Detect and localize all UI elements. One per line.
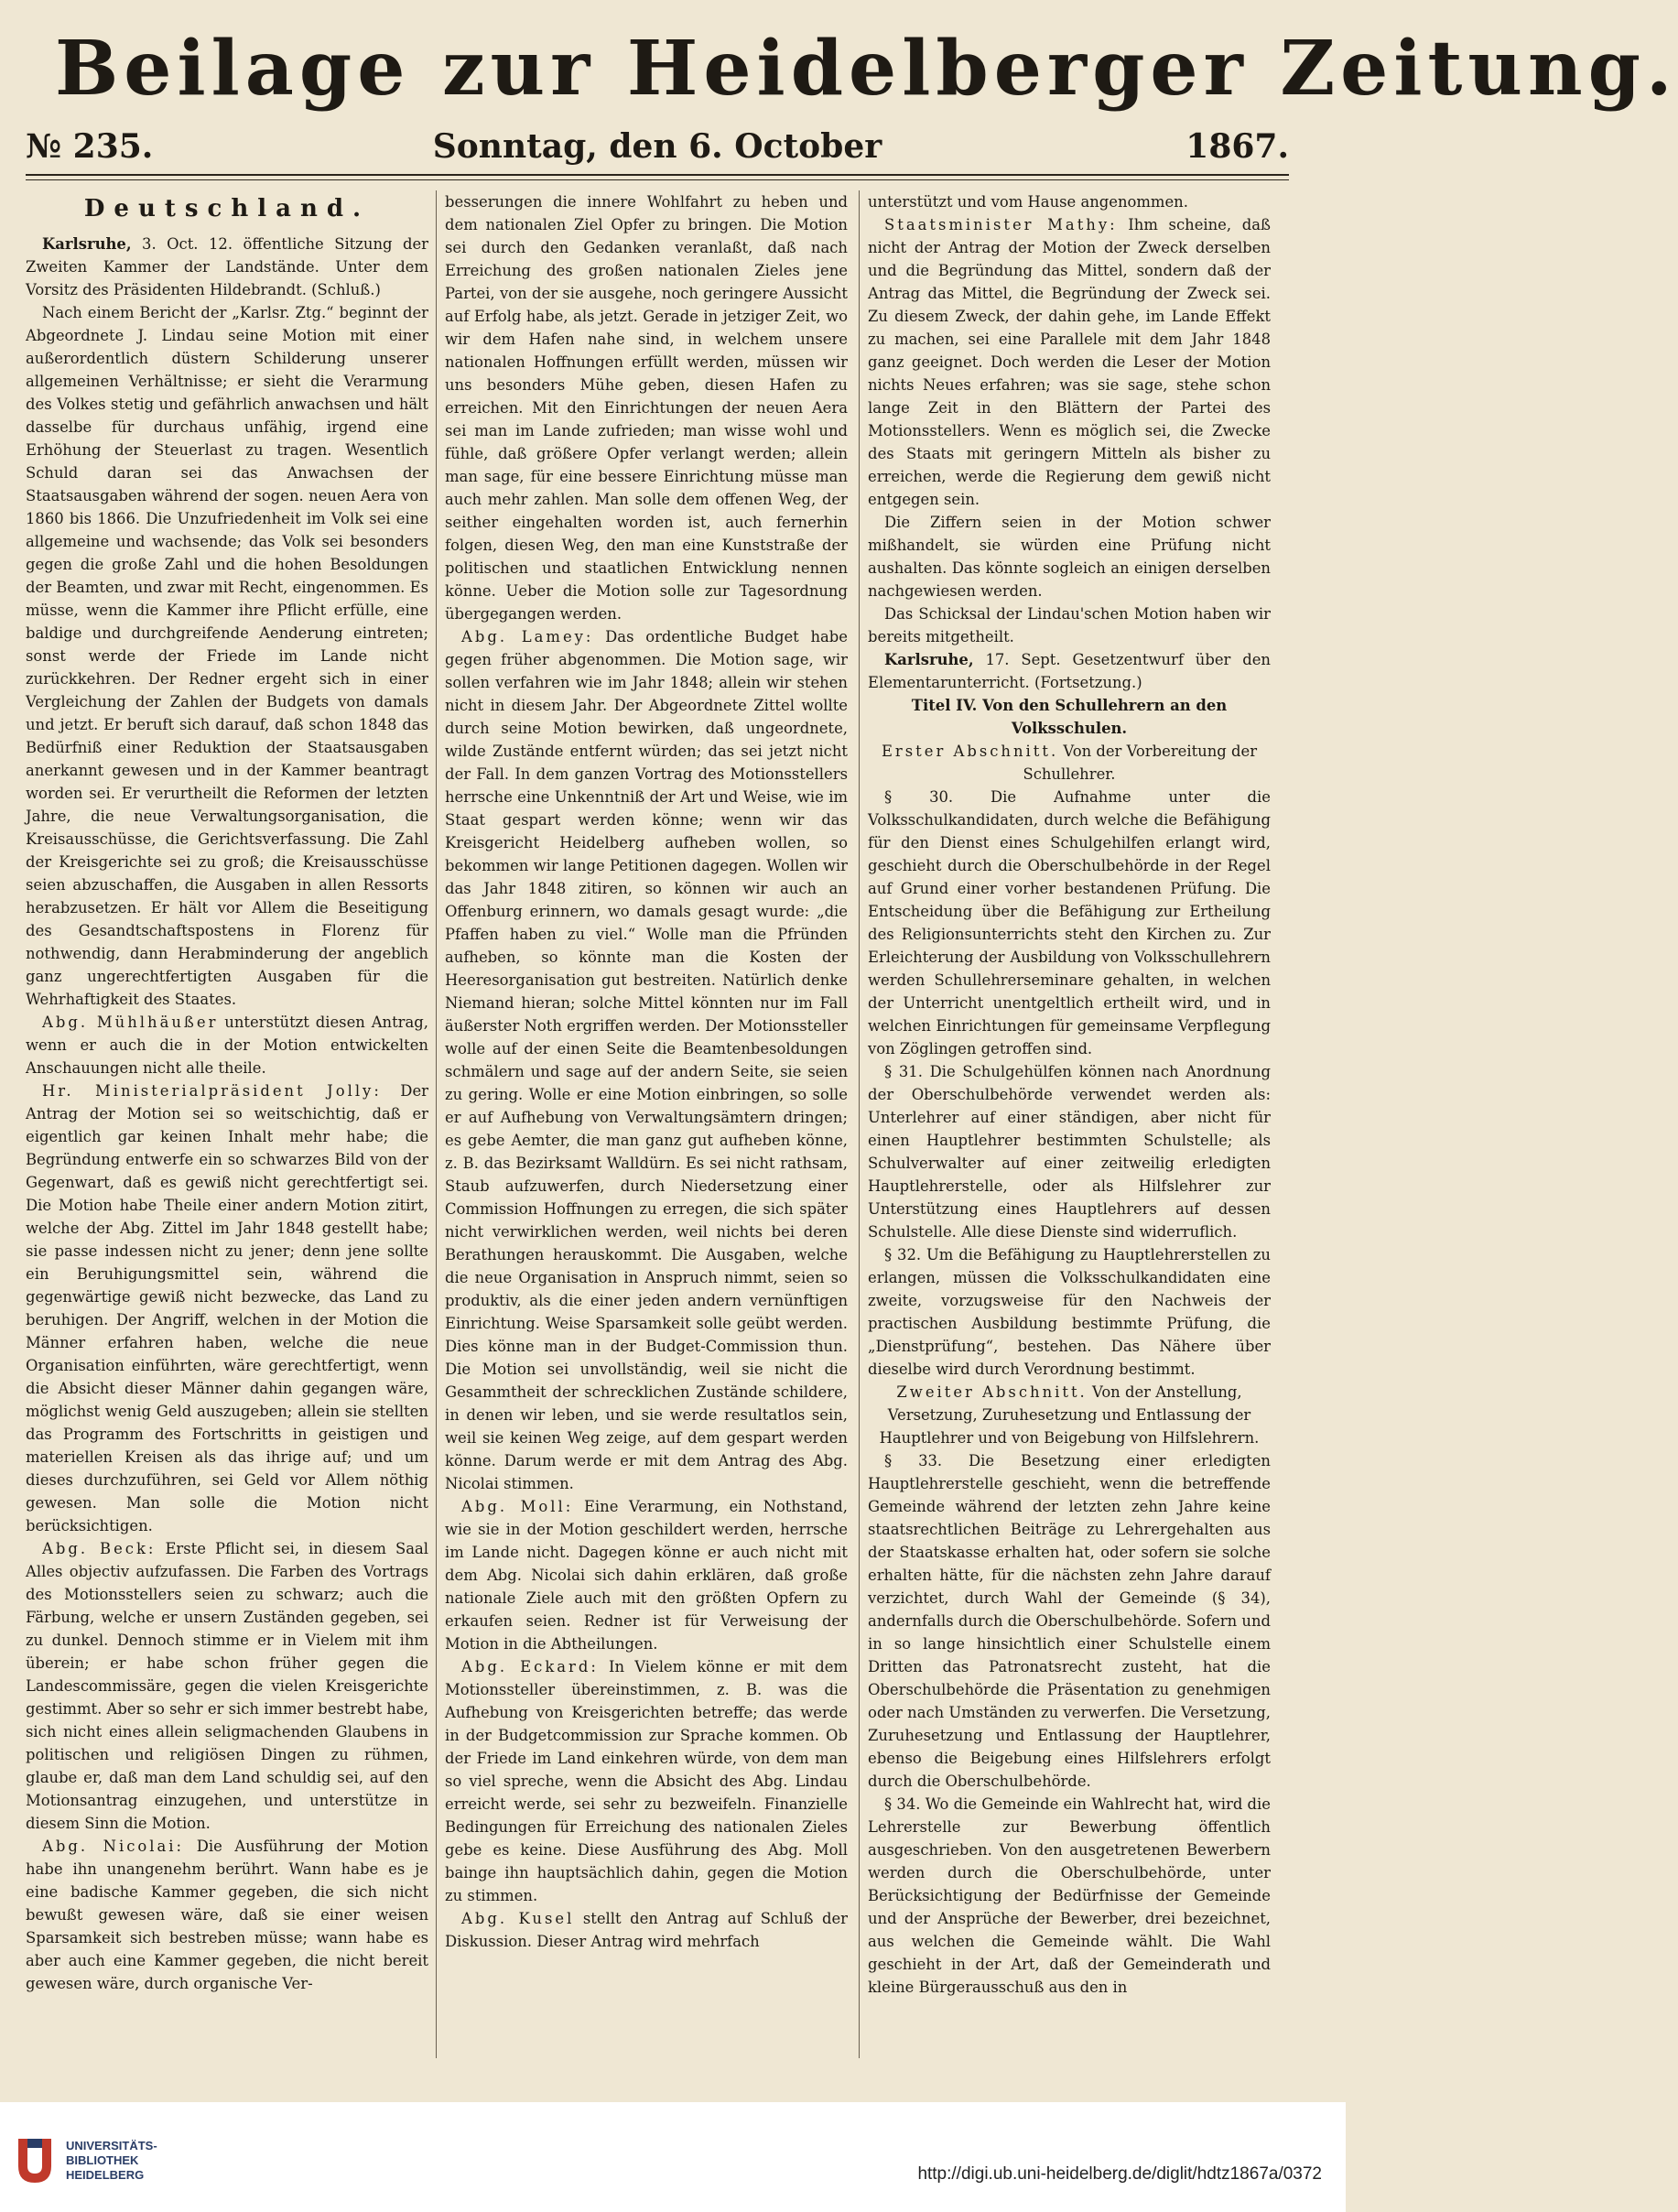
paragraph: unterstützt und vom Hause angenommen.: [868, 193, 1188, 211]
paragraph: [26, 233, 428, 301]
paragraph: Das Schicksal der Lindau'schen Motion haben wir bereits mitgetheilt.: [868, 605, 1271, 645]
speaker-name: Staatsminister Mathy:: [884, 216, 1118, 233]
dateline: [26, 123, 1289, 170]
paragraph-text: 3. Oct. 12. öffentliche Sitzung der Zweiten Kammer der Landstände. Unter dem Vorsitz des Präsidenten Hildebrandt. (Schluß.): [26, 235, 428, 298]
paragraph: [868, 213, 1271, 511]
paragraph-text: unterstützt diesen Antrag, wenn er auch die in der Motion entwickelten Anschauungen nicht alle theile.: [26, 1014, 428, 1077]
digitization-footer: [0, 2102, 1346, 2212]
subsection-text: Von der Vorbereitung der Schullehrer.: [1023, 743, 1258, 783]
subsection-label: Zweiter Abschnitt.: [896, 1383, 1088, 1401]
subsection-heading: [868, 740, 1271, 786]
speaker-name: Abg. Lamey:: [461, 628, 594, 645]
paragraph: § 32. Um die Befähigung zu Hauptlehrerstellen zu erlangen, müssen die Volksschulkandidaten eine zweite, vorzugsweise für den Nachweis der practischen Ausbildung bestimmte Prüfung, die „Dienstprüfung“, bestehen. Das Nähere über dieselbe wird durch Verordnung bestimmt.: [868, 1246, 1271, 1378]
paragraph-text: stellt den Antrag auf Schluß der Diskussion. Dieser Antrag wird mehrfach: [445, 1910, 849, 1950]
source-url-link[interactable]: http://digi.ub.uni-heidelberg.de/diglit/hdtz1867a/0372: [917, 2164, 1322, 2184]
paragraph: § 31. Die Schulgehülfen können nach Anordnung der Oberschulbehörde verwendet werden als: Unterlehrer auf einer ständigen, aber nicht für einen Hauptlehrer bestimmten Schulstelle; als Schulverwalter auf einer zeitweilig erledigten Hauptlehrerstelle, oder als Hilfslehrer zur Unterstützung eines Hauptlehrers auf dessen Schulstelle. Alle diese Dienste sind widerruflich.: [868, 1063, 1271, 1241]
library-name: [66, 2139, 157, 2183]
speaker-name: Abg. Nicolai:: [42, 1838, 185, 1855]
place-name: Karlsruhe,: [42, 235, 132, 253]
paragraph-text: Eine Verarmung, ein Nothstand, wie sie in der Motion geschildert werden, herrsche im Lande nicht. Dagegen könne er auch nicht mit dem Abg. Nicolai sich dahin erklären, daß große nationale Ziele auch mit den größten Opfern zu erkaufen seien. Redner ist für Verweisung der Motion in die Abtheilungen.: [445, 1498, 848, 1653]
masthead-title: Beilage zur Heidelberger Zeitung.: [55, 25, 1678, 113]
paragraph: [445, 625, 848, 1495]
column-2: [445, 190, 848, 2058]
paragraph-text: Das ordentliche Budget habe gegen früher abgenommen. Die Motion sage, wir sollen verfahren wie im Jahr 1848; allein wir stehen nicht in diesem Jahr. Der Abgeordnete Zittel wollte durch seine Motion bewirken, daß ungeordnete, wilde Zustände entfernt würden; das sei jetzt nicht der Fall. In dem ganzen Vortrag des Motionsstellers herrsche eine Unkenntniß der Art und Weise, wie im Staat gespart werden könne; wenn wir das Kreisgericht Heidelberg aufheben wollen, so bekommen wir lange Petitionen dagegen. Wollen wir das Jahr 1848 zitiren, so können wir auch an Offenburg erinnern, wo damals gesagt wurde: „die Pfaffen haben zu viel.“ Wolle man die Pfründen aufheben, so könnte man die Kosten der Heeresorganisation gut bestreiten. Natürlich denke Niemand hieran; solche Mittel könnten nur im Fall äußerster Noth ergriffen werden. Der Motionssteller wolle auf der einen Seite die Beamtenbesoldungen schmälern und sage auf der andern Seite, sie seien zu gering. Wolle er eine Motion einbringen, so solle er auf Aufhebung von Verwaltungsämtern dringen; es gebe Aemter, die man ganz gut aufheben könne, z. B. das Bezirksamt Walldürn. Es sei nicht rathsam, Staub aufzuwerfen, durch Niedersetzung einer Commission Hoffnungen zu erregen, die sich später nicht verwirklichen werden, weil nichts bei deren Berathungen herauskommt. Die Ausgaben, welche die neue Organisation in Anspruch nimmt, seien so produktiv, als die einer jeden andern vernünftigen Einrichtung. Weise Sparsamkeit solle geübt werden. Dies könne man in der Budget-Commission thun. Die Motion sei unvollständig, weil sie nicht die Gesammtheit der schrecklichen Zustände schildere, in denen wir leben, und sie werde resultatlos sein, weil sie keinen Weg zeige, auf dem gespart werden könne. Darum werde er mit dem Antrag des Abg. Nicolai stimmen.: [445, 628, 848, 1492]
paragraph: [26, 1835, 428, 1995]
paragraph: § 34. Wo die Gemeinde ein Wahlrecht hat, wird die Lehrerstelle zur Bewerbung öffentlich ausgeschrieben. Von den ausgetretenen Bewerbern werden durch die Oberschulbehörde, unter Berücksichtigung der Bedürfnisse der Gemeinde und der Ansprüche der Bewerber, drei bezeichnet, aus welchen die Gemeinde wählt. Die Wahl geschieht in der Art, daß der Gemeinderath und kleine Bürgerausschuß aus den in: [868, 1795, 1271, 1996]
paragraph-text: In Vielem könne er mit dem Motionssteller übereinstimmen, z. B. was die Aufhebung von Kreisgerichten betreffe; das werde in der Budgetcommission zur Sprache kommen. Ob der Friede im Land einkehren würde, von dem man so viel spreche, wenn die Absicht des Abg. Lindau erreicht werde, sei sehr zu bezweifeln. Finanzielle Bedingungen für Erreichung des nationalen Zieles gebe es keine. Diese Ausführung des Abg. Moll bainge ihn hauptsächlich dahin, gegen die Motion zu stimmen.: [445, 1658, 848, 1904]
speaker-name: Abg. Eckard:: [461, 1658, 599, 1675]
library-logo[interactable]: [13, 2130, 168, 2194]
library-name-line: HEIDELBERG: [66, 2168, 145, 2182]
paragraph: besserungen die innere Wohlfahrt zu heben und dem nationalen Ziel Opfer zu bringen. Die Motion sei durch den Gedanken veranlaßt, daß nach Erreichung des großen nationalen Zieles jene Partei, von der sie ausgehe, noch geringere Aussicht auf Erfolg habe, als jetzt. Gerade in jetziger Zeit, wo wir dem Hafen nahe sind, in welchem unsere nationalen Hoffnungen erfüllt werden, müssen wir uns besonders Mühe geben, diesen Hafen zu erreichen. Mit den Einrichtungen der neuen Aera sei man im Lande zufrieden; man wisse wohl und fühle, daß größere Opfer verlangt werden; allein man sage, für eine bessere Einrichtung müsse man auch mehr zahlen. Man solle dem offenen Weg, der seither eingehalten worden ist, auch fernerhin folgen, diesen Weg, den man eine Kunststraße der politischen und staatlichen Entwicklung nennen könne. Ueber die Motion solle zur Tagesordnung übergegangen werden.: [445, 193, 848, 623]
header-rule-top: [26, 174, 1289, 176]
subsection-label: Erster Abschnitt.: [881, 743, 1059, 760]
paragraph: § 33. Die Besetzung einer erledigten Hauptlehrerstelle geschieht, wenn die betreffende Gemeinde während der letzten zehn Jahre keine staatsrechtlichen Beiträge zu Lehrergehalten aus der Staatskasse erhalten hat, oder sofern sie solche erhalten hätte, für die nächsten zehn Jahre darauf verzichtet, durch Wahl der Gemeinde (§ 34), andernfalls durch die Oberschulbehörde. Sofern und in so lange hinsichtlich einer Schulstelle einem Dritten das Patronatsrecht zusteht, hat die Oberschulbehörde die Präsentation zu genehmigen oder nach Umständen zu verwerfen. Die Versetzung, Zuruhesetzung und Entlassung der Hauptlehrer, ebenso die Beigebung eines Hilfslehrers erfolgt durch die Oberschulbehörde.: [868, 1452, 1271, 1790]
issue-year: 1867.: [1185, 127, 1289, 166]
paragraph-text: Die Ausführung der Motion habe ihn unangenehm berührt. Wann habe es je eine badische Kammer gegeben, die sich nicht bewußt gewesen wäre, daß sie einer weisen Sparsamkeit sich bestreben müsse; wann habe es aber auch eine Kammer gegeben, die nicht bereit gewesen wäre, durch organische Ver-: [26, 1838, 428, 1992]
paragraph-text: Der Antrag der Motion sei so weitschichtig, daß er eigentlich gar keinen Inhalt mehr habe; die Begründung entwerfe ein so schwarzes Bild von der Gegenwart, daß es gewiß nicht gerechtfertigt sei. Die Motion habe Theile einer andern Motion zitirt, welche der Abg. Zittel im Jahr 1848 gestellt habe; sie passe indessen nicht zu jener; denn jene sollte ein Beruhigungsmittel sein, während die gegenwärtige gewiß nicht bezwecke, das Land zu beruhigen. Der Angriff, welchen in der Motion die Männer erfahren haben, welche die neue Organisation einführten, wäre gerechtfertigt, wenn die Absicht dieser Männer dahin gegangen wäre, möglichst wenig Geld auszugeben; allein sie stellten das Programm des Fortschritts in geistigen und materiellen Kreisen als das ihrige auf; und um dieses durchzuführen, sei Geld vor Allem nöthig gewesen. Man solle die Motion nicht berücksichtigen.: [26, 1082, 428, 1534]
column-3: [868, 190, 1271, 2058]
issue-date: Sonntag, den 6. October: [432, 127, 882, 166]
issue-number: № 235.: [26, 127, 154, 166]
library-name-line: BIBLIOTHEK: [66, 2153, 139, 2167]
section-heading: Deutschland.: [83, 195, 371, 222]
paragraph: [445, 1907, 848, 1953]
paragraph: [26, 1079, 428, 1537]
paragraph: [26, 1011, 428, 1079]
column-divider-2: [859, 190, 860, 2058]
subsection-text: Von der Anstellung, Versetzung, Zuruhesetzung und Entlassung der Hauptlehrer und von Beigebung von Hilfslehrern.: [879, 1383, 1260, 1447]
paragraph: [26, 1537, 428, 1835]
paragraph: [445, 1495, 848, 1655]
speaker-name: Abg. Beck:: [42, 1540, 157, 1557]
library-name-line: UNIVERSITÄTS-: [66, 2139, 157, 2152]
speaker-name: Abg. Kusel: [461, 1910, 575, 1927]
column-divider-1: [436, 190, 437, 2058]
paragraph-text: Erste Pflicht sei, in diesem Saal Alles objectiv aufzufassen. Die Farben des Vortrags des Motionsstellers seien zu schwarz; auch die Färbung, welche er unsern Zuständen gegeben, sei zu dunkel. Dennoch stimme er in Vielem mit ihm überein; er habe schon früher gegen die Landescommissäre, gegen die vielen Kreisgerichte gestimmt. Aber so sehr er sich immer bestrebt habe, sich nicht eines allein seligmachenden Glaubens in politischen und religiösen Dingen zu rühmen, glaube er, daß man dem Land schuldig sei, auf den Motionsantrag einzugehen, und unterstütze in diesem Sinn die Motion.: [26, 1540, 428, 1832]
paragraph: Die Ziffern seien in der Motion schwer mißhandelt, sie würden eine Prüfung nicht aushalten. Das könnte sogleich an einigen derselben nachgewiesen werden.: [868, 514, 1271, 600]
speaker-name: Abg. Mühlhäußer: [42, 1014, 219, 1031]
paragraph: [868, 648, 1271, 694]
ub-heidelberg-logo-icon: [13, 2135, 57, 2190]
paragraph: Nach einem Bericht der „Karlsr. Ztg.“ beginnt der Abgeordnete J. Lindau seine Motion mit einer außerordentlich düstern Schilderung unserer allgemeinen Verhältnisse; er sieht die Verarmung des Volkes stetig und gefährlich anwachsen und hält dasselbe für durchaus unfähig, irgend eine Erhöhung der Steuerlast zu tragen. Wesentlich Schuld daran sei das Anwachsen der Staatsausgaben während der sogen. neuen Aera von 1860 bis 1866. Die Unzufriedenheit im Volk sei eine allgemeine und wachsende; das Volk sei besonders gegen die große Zahl und die hohen Besoldungen der Beamten, und zwar mit Recht, eingenommen. Es müsse, wenn die Kammer ihre Pflicht erfülle, eine baldige und durchgreifende Aenderung eintreten; sonst werde der Friede im Lande nicht zurückkehren. Der Redner ergeht sich in einer Vergleichung der Zahlen der Budgets von damals und jetzt. Er beruft sich darauf, daß schon 1848 das Bedürfniß einer Reduktion der Staatsausgaben anerkannt gewesen und in der Kammer beantragt worden sei. Er verurtheilt die Reformen der letzten Jahre, die neue Verwaltungsorganisation, die Kreisausschüsse, die Gerichtsverfassung. Die Zahl der Kreisgerichte sei zu groß; die Kreisausschüsse seien abzuschaffen, die Ausgaben in allen Ressorts herabzusetzen. Er hält vor Allem die Beseitigung des Gesandtschaftspostens in Florenz für nothwendig, dann Herabminderung der angeblich ganz ungerechtfertigten Ausgaben für die Wehrhaftigkeit des Staates.: [26, 304, 428, 1008]
subsection-heading: [868, 1381, 1271, 1449]
paragraph-text: Ihm scheine, daß nicht der Antrag der Motion der Zweck derselben und die Begründung das Mittel, sondern daß der Antrag das Mittel, die Begründung der Zweck sei. Zu diesem Zweck, der dahin gehe, im Lande Effekt zu machen, sei eine Parallele mit dem Jahr 1848 ganz geeignet. Doch werden die Leser der Motion nichts Neues erfahren; was sie sage, stehe schon lange Zeit in den Blättern der Partei des Motionsstellers. Wenn es möglich sei, die Zwecke des Staats mit geringern Mitteln als bisher zu erreichen, werde die Regierung dem gewiß nicht entgegen sein.: [868, 216, 1271, 508]
paragraph-text: 17. Sept. Gesetzentwurf über den Elementarunterricht. (Fortsetzung.): [868, 651, 1271, 691]
place-name: Karlsruhe,: [884, 651, 974, 668]
header-rule-bottom: [26, 179, 1289, 180]
paragraph: § 30. Die Aufnahme unter die Volksschulkandidaten, durch welche die Befähigung für den Dienst eines Schulgehilfen erlangt wird, geschieht durch die Oberschulbehörde in der Regel auf Grund einer vorher bestandenen Prüfung. Die Entscheidung über die Befähigung zur Ertheilung des Religionsunterrichts steht den Kirchen zu. Zur Erleichterung der Ausbildung von Volksschullehrern werden Schullehrerseminare gehalten, in welchen der Unterricht unentgeltlich ertheilt wird, und in welchen Einrichtungen für gemeinsame Verpflegung von Zöglingen getroffen sind.: [868, 788, 1271, 1057]
law-title: Titel IV. Von den Schullehrern an den Volksschulen.: [911, 697, 1228, 737]
paragraph: [445, 1655, 848, 1907]
column-1: [26, 190, 428, 2058]
speaker-name: Abg. Moll:: [461, 1498, 574, 1515]
speaker-name: Hr. Ministerialpräsident Jolly:: [42, 1082, 382, 1100]
